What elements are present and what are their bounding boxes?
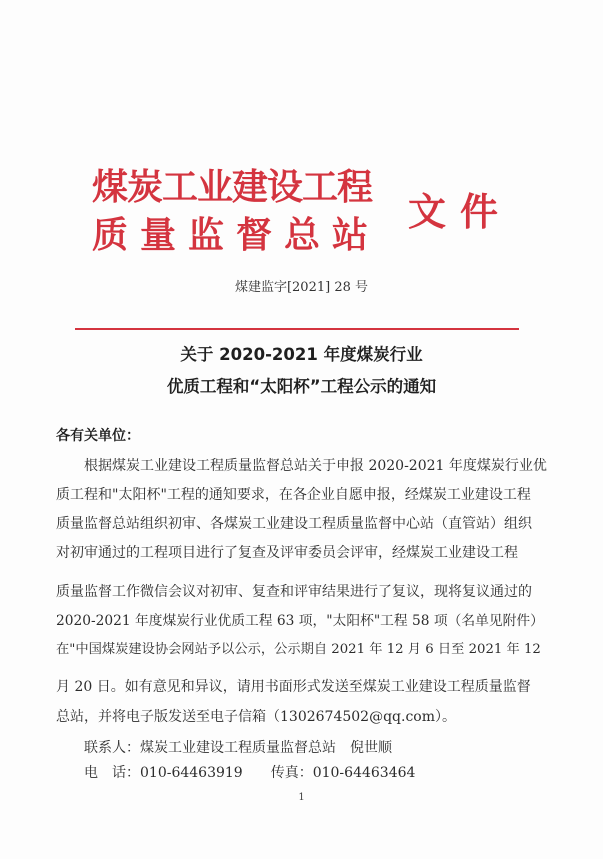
body-line-email: 总站，并将电子版发送至电子信箱（1302674502@qq.com）。 bbox=[56, 709, 456, 725]
salutation: 各有关单位： bbox=[56, 428, 140, 444]
issuer-name-line2: 质量监督总站 bbox=[92, 215, 381, 256]
contact-phone-fax: 电 话：010-64463919 传真：010-64463464 bbox=[84, 765, 416, 781]
page-number: 1 bbox=[298, 792, 305, 803]
issuer-name-line1: 煤炭工业建设工程 bbox=[92, 167, 373, 208]
red-divider-line bbox=[75, 328, 519, 330]
body-line: 根据煤炭工业建设工程质量监督总站关于申报 2020-2021 年度煤炭行业优 bbox=[84, 458, 547, 474]
body-line: 对初审通过的工程项目进行了复查及评审委员会评审，经煤炭工业建设工程 bbox=[56, 545, 518, 561]
body-line: 质量监督总站组织初审、各煤炭工业建设工程质量监督中心站（直管站）组织 bbox=[56, 516, 532, 532]
notice-title-line2: 优质工程和“太阳杯”工程公示的通知 bbox=[166, 377, 437, 396]
contact-person: 联系人：煤炭工业建设工程质量监督总站 倪世顺 bbox=[84, 740, 392, 756]
body-line: 月 20 日。如有意见和异议，请用书面形式发送至煤炭工业建设工程质量监督 bbox=[56, 679, 531, 695]
document-type-label: 文件 bbox=[408, 190, 513, 234]
body-line: 质量监督工作微信会议对初审、复查和评审结果进行了复议，现将复议通过的 bbox=[56, 584, 532, 600]
body-line: 2020-2021 年度煤炭行业优质工程 63 项，"太阳杯"工程 58 项（名单见附件） bbox=[56, 613, 544, 629]
document-number: 煤建监字[2021] 28 号 bbox=[234, 280, 369, 295]
body-line: 质工程和"太阳杯"工程的通知要求，在各企业自愿申报，经煤炭工业建设工程 bbox=[56, 487, 531, 503]
notice-title-line1: 关于 2020-2021 年度煤炭行业 bbox=[180, 345, 423, 364]
body-line: 在"中国煤炭建设协会网站予以公示，公示期自 2021 年 12 月 6 日至 2021 年 12 bbox=[56, 642, 541, 657]
